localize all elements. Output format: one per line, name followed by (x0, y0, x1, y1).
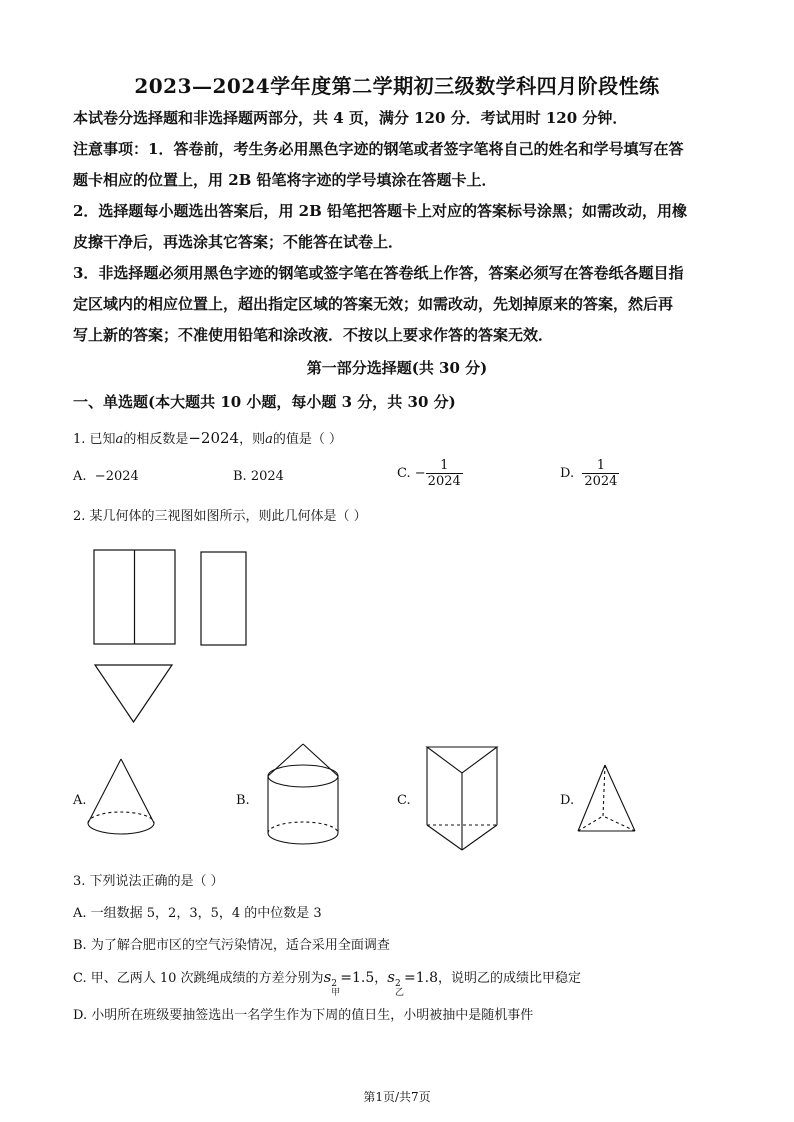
q1-mid2: ，则 (239, 432, 266, 447)
option-value: −2024 (94, 469, 139, 484)
intro-line: 写上新的答案；不准使用铅笔和涂改液．不按以上要求作答的答案无效． (73, 326, 554, 344)
top-view (95, 665, 172, 722)
fraction-den: 2024 (427, 474, 461, 489)
cone-figure (88, 759, 154, 834)
intro-line: 本试卷分选择题和非选择题两部分，共 4 页，满分 120 分．考试用时 120 分钟． (73, 109, 628, 127)
question-2: 2. 某几何体的三视图如图所示，则此几何体是（ ） (73, 509, 367, 524)
page-footer: 第1页/共7页 (363, 1090, 431, 1104)
exponent: 2 (395, 979, 401, 989)
triangular-prism-figure (427, 747, 497, 850)
fraction-den: 2024 (584, 474, 618, 489)
q3-option-c: C. 甲、乙两人 10 次跳绳成绩的方差分别为s 2 甲 =1.5，s 2 乙 =1.8，说明乙的成绩比甲稳定 (73, 968, 582, 998)
pyramid-figure (578, 765, 635, 831)
q1-suffix: 的值是（ ） (272, 432, 342, 447)
variance-symbol: s (387, 968, 395, 986)
side-view (201, 552, 246, 645)
q1-var: a (115, 432, 124, 447)
intro-line: 定区域内的相应位置上，超出指定区域的答案无效；如需改动，先划掉原来的答案，然后再 (73, 295, 674, 313)
intro-line: 皮擦干净后，再选涂其它答案；不能答在试卷上． (73, 233, 404, 251)
cylinder-cone-figure (268, 744, 338, 844)
q2-option-c: C. (397, 793, 411, 808)
q2-option-a: A. (73, 793, 87, 808)
question-3: 3. 下列说法正确的是（ ） (73, 874, 224, 889)
subscript: 甲 (331, 988, 341, 998)
q1-var: a (265, 432, 273, 447)
q3-c-suffix: ，说明乙的成绩比甲稳定 (438, 971, 582, 986)
q3-c-prefix: C. 甲、乙两人 10 次跳绳成绩的方差分别为 (73, 971, 324, 986)
variance-value: =1.5 (340, 970, 375, 986)
part1-heading: 第一部分选择题(共 30 分) (306, 359, 488, 377)
intro-line: 2．选择题每小题选出答案后，用 2B 铅笔把答题卡上对应的答案标号涂黑；如需改动，用橡 (73, 202, 688, 220)
option-value: 2024 (250, 469, 284, 484)
q2-option-b: B. (236, 793, 250, 808)
option-sign: − (414, 466, 426, 481)
option-label: A. (73, 469, 87, 484)
q1-mid: 的相反数是 (123, 432, 189, 447)
q2-option-d: D. (560, 793, 575, 808)
q3-option-a: A. 一组数据 5，2，3，5，4 的中位数是 3 (73, 906, 322, 921)
variance-value: =1.8 (404, 970, 439, 986)
page-title: 2023—2024学年度第二学期初三级数学科四月阶段性练 (134, 74, 660, 98)
option-label: B. (233, 469, 247, 484)
q3-option-d: D. 小明所在班级要抽签选出一名学生作为下周的值日生，小明被抽中是随机事件 (73, 1008, 534, 1023)
q1-value: −2024 (188, 429, 240, 447)
fraction-num: 1 (440, 458, 449, 473)
front-view (94, 550, 175, 644)
section1-heading: 一、单选题(本大题共 10 小题，每小题 3 分，共 30 分) (73, 393, 456, 411)
fraction-num: 1 (596, 458, 606, 473)
intro-line: 3．非选择题必须用黑色字迹的钢笔或签字笔在答卷纸上作答，答案必须写在答卷纸各题目指 (73, 264, 684, 282)
subscript: 乙 (395, 988, 405, 998)
option-label: D. (560, 466, 575, 481)
variance-symbol: s (323, 968, 332, 986)
intro-line: 题卡相应的位置上，用 2B 铅笔将字迹的学号填涂在答题卡上． (73, 171, 497, 189)
option-label: C. (397, 466, 411, 481)
intro-line: 注意事项：1．答卷前，考生务必用黑色字迹的钢笔或者签字笔将自己的姓名和学号填写在答 (73, 140, 684, 158)
q1-prefix: 1. 已知 (73, 432, 116, 447)
exponent: 2 (331, 979, 337, 989)
q3-option-b: B. 为了解合肥市区的空气污染情况，适合采用全面调查 (73, 938, 390, 953)
